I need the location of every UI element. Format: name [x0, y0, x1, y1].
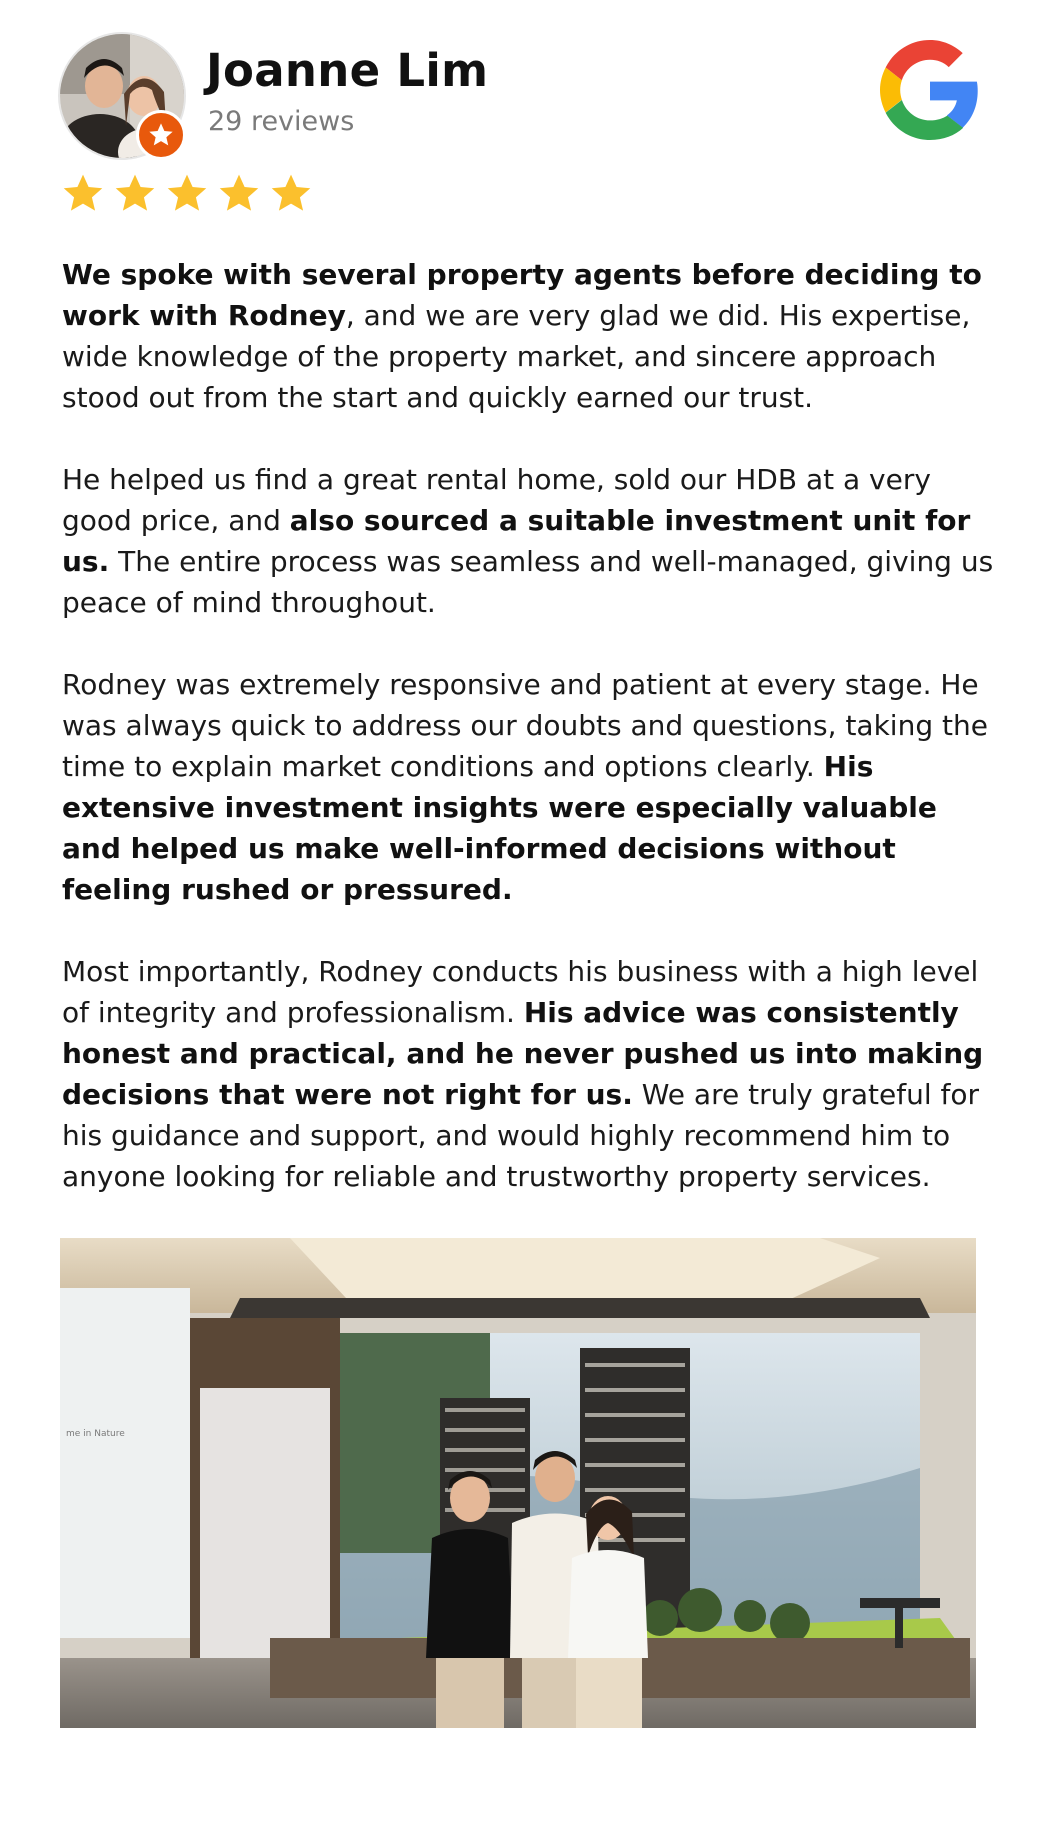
star-icon [114, 172, 156, 214]
star-icon [62, 172, 104, 214]
review-paragraph [62, 664, 1002, 910]
google-logo-icon [880, 40, 980, 140]
review-text-span: Most importantly, Rodney conducts his business with a high level of integrity and professionalism. [62, 955, 979, 1029]
review-paragraph [62, 254, 1002, 418]
local-guide-star-icon [136, 110, 186, 160]
review-photo[interactable] [60, 1238, 976, 1728]
review-emphasis: also sourced a suitable investment unit for us. [62, 504, 971, 578]
review-count[interactable]: 29 reviews [208, 106, 355, 137]
reviewer-name[interactable]: Joanne Lim [206, 44, 489, 97]
review-text [62, 254, 1002, 1238]
showflat-photo-illustration [60, 1238, 976, 1728]
star-icon [218, 172, 260, 214]
review-text-span: Rodney was extremely responsive and patient at every stage. He was always quick to address our doubts and questions, taking the time to explain market conditions and options clearly. [62, 668, 988, 783]
review-text-span: The entire process was seamless and well-managed, giving us peace of mind throughout. [62, 545, 994, 619]
star-icon [166, 172, 208, 214]
review-text-span: , and we are very glad we did. His expertise, wide knowledge of the property market, and sincere approach stood out from the start and quickly earned our trust. [62, 299, 971, 414]
review-paragraph [62, 951, 1002, 1197]
wall-sign-text: me in Nature [66, 1429, 125, 1439]
review-emphasis: We spoke with several property agents before deciding to work with Rodney [62, 258, 982, 332]
review-text-span: He helped us find a great rental home, sold our HDB at a very good price, and [62, 463, 931, 537]
star-rating [62, 172, 312, 214]
review-emphasis: His advice was consistently honest and practical, and he never pushed us into making decisions that were not right for us. [62, 996, 984, 1111]
review-text-span: We are truly grateful for his guidance and support, and would highly recommend him to anyone looking for reliable and trustworthy property services. [62, 1078, 980, 1193]
review-emphasis: His extensive investment insights were especially valuable and helped us make well-informed decisions without feeling rushed or pressured. [62, 750, 937, 906]
review-paragraph [62, 459, 1002, 623]
star-icon [270, 172, 312, 214]
